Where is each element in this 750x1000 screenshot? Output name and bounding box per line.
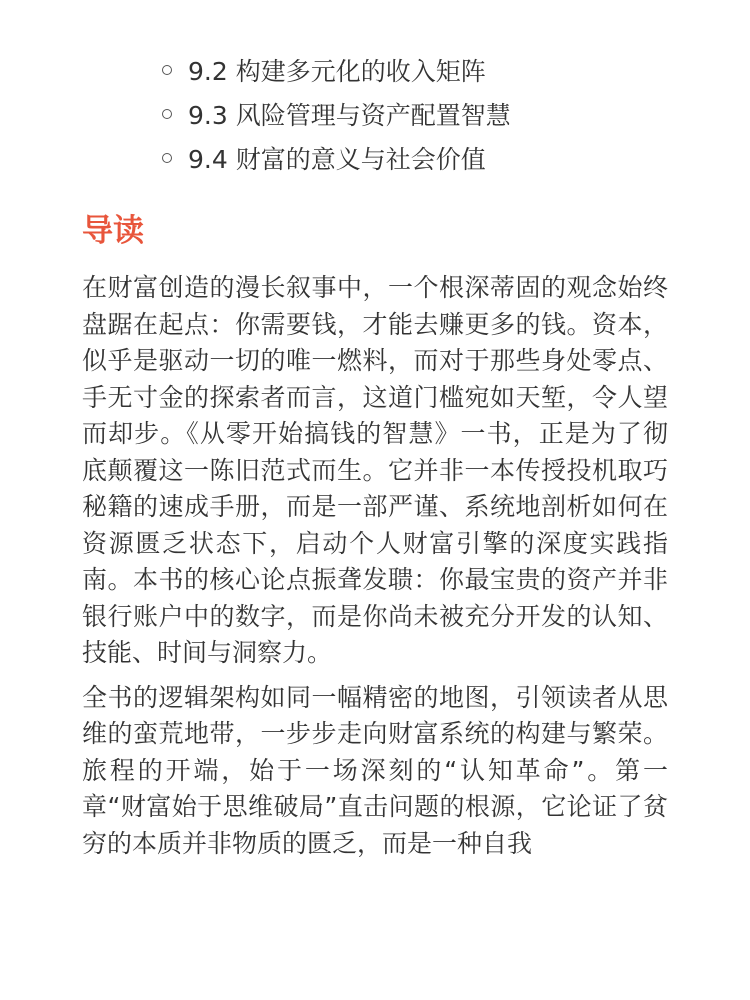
toc-item[interactable] — [162, 136, 511, 180]
section-body — [82, 270, 668, 870]
toc-item-label: 9.4 财富的意义与社会价值 — [188, 145, 486, 174]
paragraph: 在财富创造的漫长叙事中，一个根深蒂固的观念始终盘踞在起点：你需要钱，才能去赚更多的钱。资本，似乎是驱动一切的唯一燃料，而对于那些身处零点、手无寸金的探索者而言，这道门槛宛如天堑，令人望而却步。《从零开始搞钱的智慧》一书，正是为了彻底颠覆这一陈旧范式而生。它并非一本传授投机取巧秘籍的速成手册，而是一部严谨、系统地剖析如何在资源匮乏状态下，启动个人财富引擎的深度实践指南。本书的核心论点振聋发聩：你最宝贵的资产并非银行账户中的数字，而是你尚未被充分开发的认知、技能、时间与洞察力。 — [82, 273, 668, 667]
section-heading: 导读 — [82, 213, 144, 249]
toc-item-label: 9.2 构建多元化的收入矩阵 — [188, 57, 486, 86]
circle-bullet-icon — [162, 65, 172, 75]
circle-bullet-icon — [162, 109, 172, 119]
paragraph: 全书的逻辑架构如同一幅精密的地图，引领读者从思维的蛮荒地带，一步步走向财富系统的构建与繁荣。旅程的开端，始于一场深刻的“认知革命”。第一章“财富始于思维破局”直击问题的根源，它论证了贫穷的本质并非物质的匮乏，而是一种自我 — [82, 682, 668, 858]
toc-item[interactable] — [162, 92, 511, 136]
toc-list — [162, 48, 511, 180]
circle-bullet-icon — [162, 153, 172, 163]
toc-item-label: 9.3 风险管理与资产配置智慧 — [188, 101, 511, 130]
toc-item[interactable] — [162, 48, 511, 92]
